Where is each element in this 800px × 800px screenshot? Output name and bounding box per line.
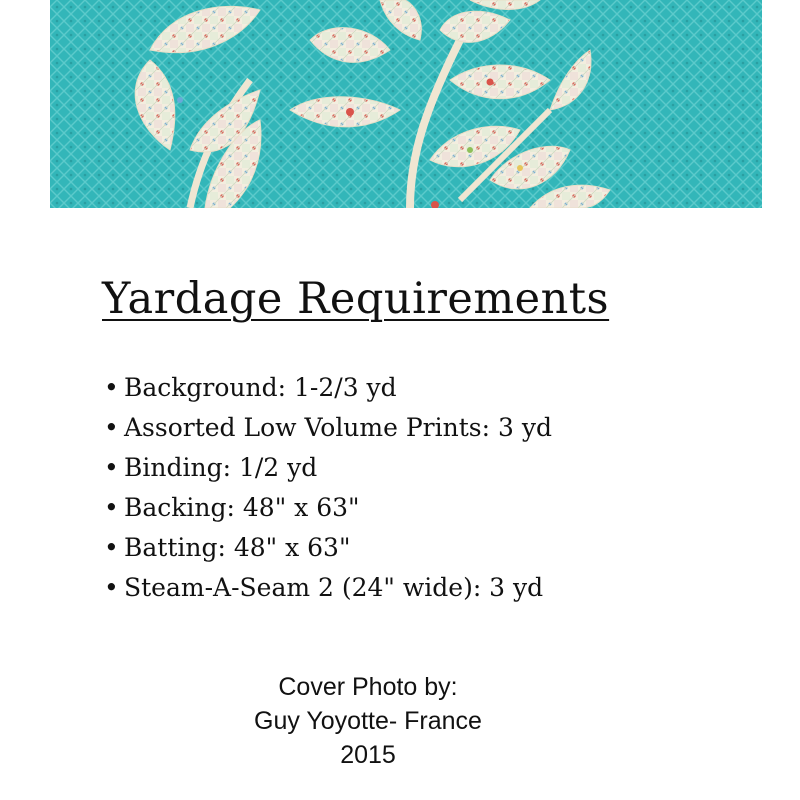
quilt-leaf-image: [50, 0, 762, 208]
list-item-text: Backing: 48" x 63": [124, 493, 360, 522]
bullet: •: [104, 373, 119, 402]
list-item-text: Background: 1-2/3 yd: [124, 373, 397, 402]
bullet: •: [104, 533, 119, 562]
bullet: •: [104, 493, 119, 522]
cover-photo: [50, 0, 762, 208]
credit-label: Cover Photo by:: [278, 673, 458, 701]
credit-photographer: Guy Yoyotte- France: [254, 707, 482, 735]
list-item-text: Binding: 1/2 yd: [124, 453, 318, 482]
bullet: •: [104, 573, 119, 602]
photo-credit: [168, 670, 568, 772]
list-item-text: Steam-A-Seam 2 (24" wide): 3 yd: [124, 573, 544, 602]
list-item: [104, 408, 552, 448]
list-item-text: Batting: 48" x 63": [124, 533, 351, 562]
list-item: [104, 448, 552, 488]
list-item: [104, 368, 552, 408]
list-item: [104, 528, 552, 568]
credit-year: 2015: [340, 741, 396, 769]
list-item-text: Assorted Low Volume Prints: 3 yd: [124, 413, 552, 442]
bullet: •: [104, 453, 119, 482]
list-item: [104, 488, 552, 528]
bullet: •: [104, 413, 119, 442]
page-heading: Yardage Requirements: [102, 274, 610, 324]
yardage-list: [104, 368, 552, 608]
list-item: [104, 568, 552, 608]
